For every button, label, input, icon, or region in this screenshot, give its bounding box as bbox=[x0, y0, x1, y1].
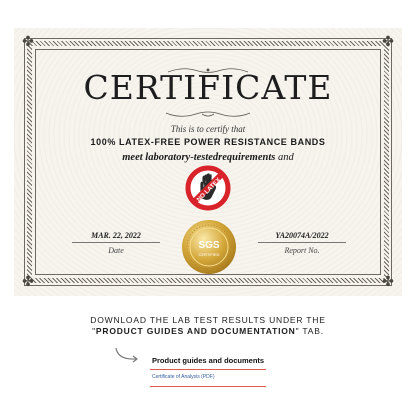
report-value: YA20074A/2022 bbox=[275, 231, 329, 240]
flourish-bottom-icon bbox=[158, 108, 258, 120]
report-label: Report No. bbox=[284, 246, 320, 255]
gold-seal-icon bbox=[180, 218, 238, 276]
product-guides-heading[interactable]: Product guides and documents bbox=[152, 356, 265, 365]
requirements-bold: meet laboratory-testedrequirements bbox=[122, 152, 276, 163]
certificate-title: CERTIFICATE bbox=[83, 68, 333, 107]
requirements-tail: and bbox=[275, 152, 294, 163]
seal-top-text: SGS bbox=[198, 240, 220, 251]
curved-arrow-icon bbox=[112, 346, 142, 364]
documents-divider-top bbox=[150, 369, 266, 370]
download-instructions bbox=[0, 315, 416, 337]
download-tab-name: PRODUCT GUIDES AND DOCUMENTATION bbox=[95, 326, 296, 336]
no-latex-hand-icon bbox=[184, 164, 232, 212]
report-line bbox=[258, 242, 346, 243]
requirements-line bbox=[14, 152, 402, 163]
ornament-corner-icon: ✤ bbox=[382, 274, 394, 290]
ornament-corner-icon: ✤ bbox=[382, 34, 394, 50]
date-value: MAR. 22, 2022 bbox=[91, 231, 141, 240]
quote-close: " TAB. bbox=[295, 326, 324, 336]
no-latex-badge-text: NO LATEX bbox=[195, 176, 223, 204]
certificate-card bbox=[14, 28, 402, 296]
date-label: Date bbox=[108, 246, 124, 255]
date-line bbox=[72, 242, 160, 243]
certify-line: This is to certify that bbox=[170, 124, 246, 134]
quote-open: " bbox=[92, 326, 96, 336]
documents-divider-bottom bbox=[150, 386, 266, 387]
product-name: 100% LATEX-FREE POWER RESISTANCE BANDS bbox=[90, 137, 326, 147]
seal-bottom-text: CERTIFIED bbox=[198, 252, 220, 257]
ornament-corner-icon: ✤ bbox=[22, 274, 34, 290]
download-line-1: DOWNLOAD THE LAB TEST RESULTS UNDER THE bbox=[90, 315, 326, 325]
ornament-corner-icon: ✤ bbox=[22, 34, 34, 50]
download-line-2 bbox=[0, 326, 416, 337]
certificate-of-analysis-link[interactable]: Certificate of Analysis (PDF) bbox=[152, 374, 215, 380]
